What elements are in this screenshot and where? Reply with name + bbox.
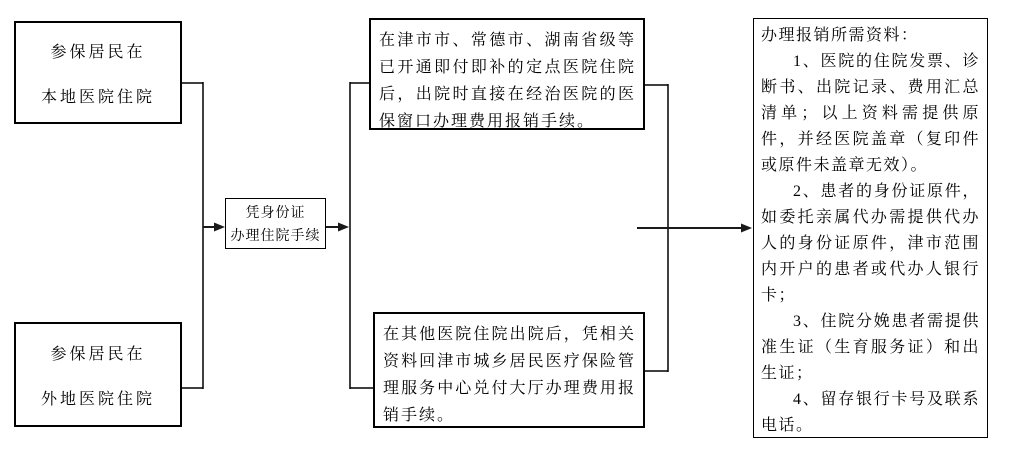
arrow-from-id-box-icon <box>326 223 349 232</box>
left-bracket-connector <box>182 82 203 389</box>
node-remote-hospital-line2: 外地医院住院 <box>40 390 155 408</box>
materials-item-4: 4、留存银行卡号及联系电话。 <box>761 391 980 434</box>
arrow-into-id-box-icon <box>203 223 225 232</box>
node-local-hospital-line2: 本地医院住院 <box>40 88 155 106</box>
materials-item-3: 3、住院分娩患者需提供准生证（生育服务证）和出生证； <box>761 313 980 382</box>
node-id-card-line1: 凭身份证 <box>245 206 306 221</box>
node-id-card-line2: 办理住院手续 <box>230 229 321 244</box>
node-local-settlement <box>369 18 645 130</box>
node-remote-hospital-line1: 参保居民在 <box>50 345 146 363</box>
materials-item-2: 2、患者的身份证原件，如委托亲属代办需提供代办人的身份证原件，津市范围内开户的患者或代办人银行卡； <box>761 183 980 304</box>
node-local-hospital <box>14 21 182 124</box>
node-local-settlement-text: 在津市市、常德市、湖南省级等已开通即付即补的定点医院住院后，出院时直接在经治医院的医保窗口办理费用报销手续。 <box>379 32 636 130</box>
node-required-materials <box>753 18 988 438</box>
node-id-card-procedure <box>225 198 326 249</box>
node-local-hospital-line1: 参保居民在 <box>50 43 146 61</box>
arrow-into-materials-box-icon <box>637 224 752 233</box>
node-remote-settlement <box>373 312 645 428</box>
node-remote-settlement-text: 在其他医院住院出院后，凭相关资料回津市城乡居民医疗保险管理服务中心兑付大厅办理费用报销手续。 <box>383 326 636 424</box>
materials-title: 办理报销所需资料： <box>761 27 919 44</box>
materials-item-1: 1、医院的住院发票、诊断书、出院记录、费用汇总清单；以上资料需提供原件，并经医院盖章（复印件或原件未盖章无效）。 <box>761 53 980 174</box>
node-remote-hospital <box>14 322 182 427</box>
merge-bracket-connector <box>645 84 668 372</box>
